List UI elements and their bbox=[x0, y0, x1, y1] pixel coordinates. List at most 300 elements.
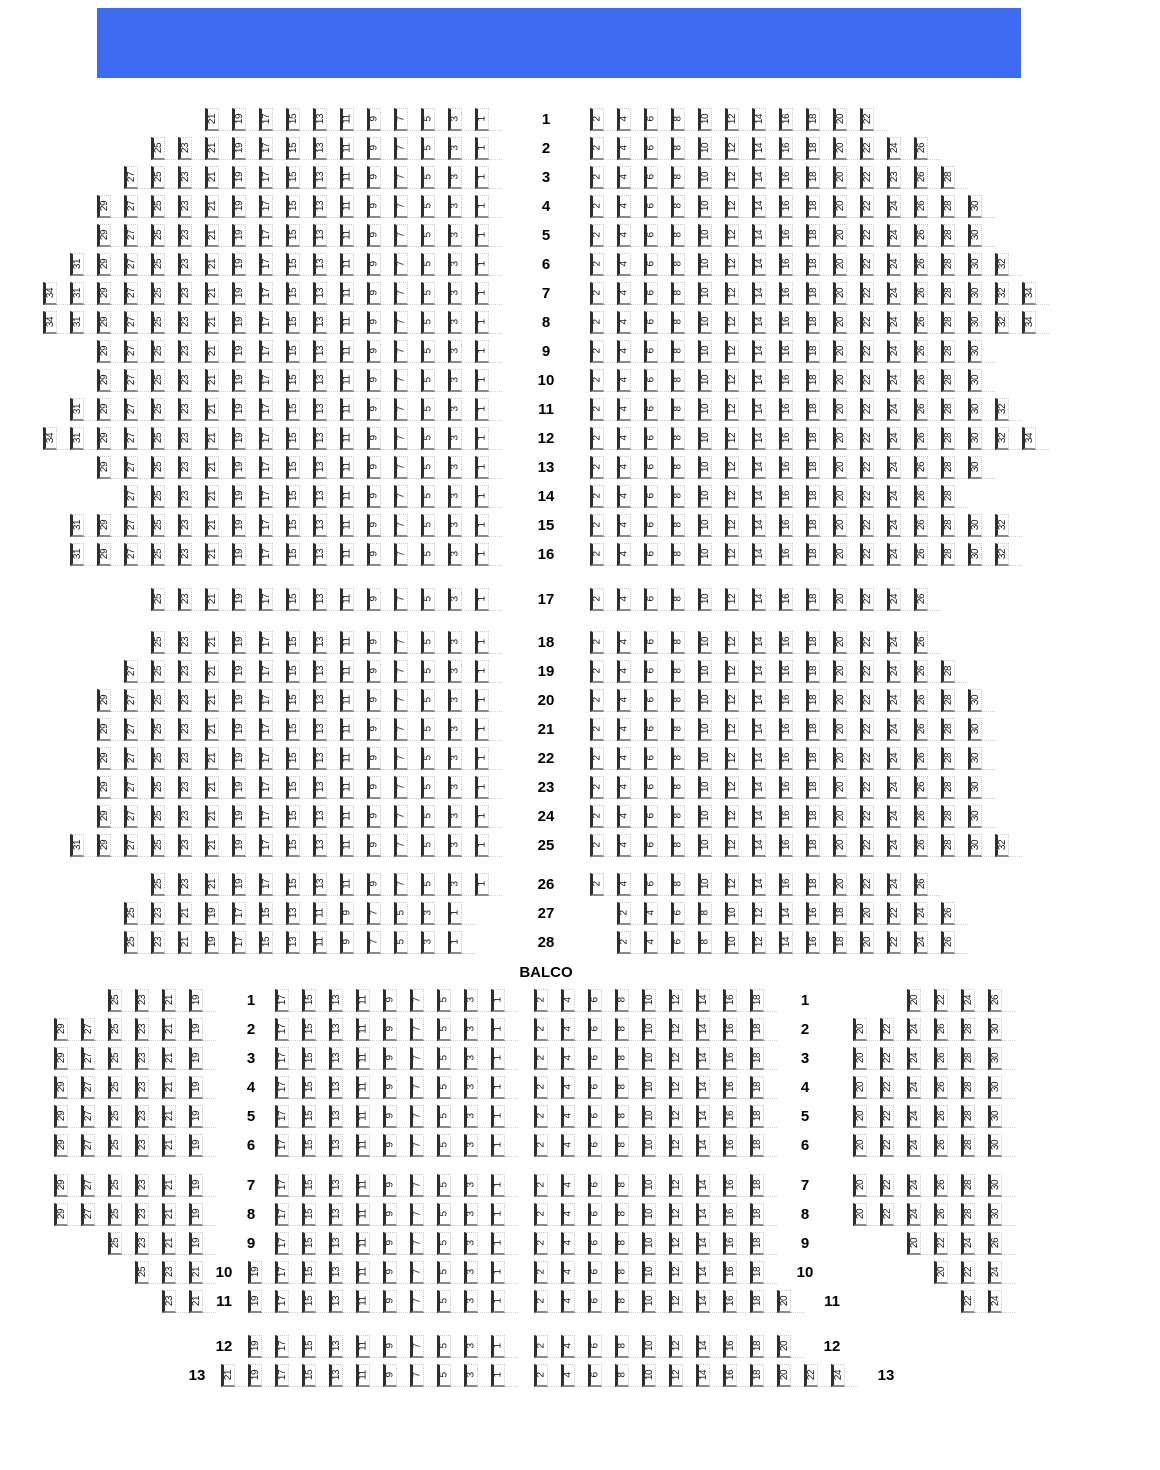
seat[interactable] bbox=[696, 1076, 710, 1099]
seat[interactable] bbox=[941, 776, 955, 799]
seat[interactable] bbox=[232, 834, 246, 857]
seat[interactable] bbox=[590, 166, 604, 189]
seat[interactable] bbox=[887, 456, 901, 479]
seat[interactable] bbox=[437, 1174, 451, 1197]
seat[interactable] bbox=[777, 1364, 791, 1387]
seat[interactable] bbox=[108, 1134, 122, 1157]
seat[interactable] bbox=[97, 311, 111, 334]
seat[interactable] bbox=[313, 805, 327, 828]
seat[interactable] bbox=[410, 1047, 424, 1070]
seat[interactable] bbox=[590, 485, 604, 508]
seat[interactable] bbox=[475, 427, 489, 450]
seat[interactable] bbox=[752, 747, 766, 770]
seat[interactable] bbox=[394, 902, 408, 925]
seat[interactable] bbox=[914, 660, 928, 683]
seat[interactable] bbox=[124, 747, 138, 770]
seat[interactable] bbox=[534, 989, 548, 1012]
seat[interactable] bbox=[189, 1232, 203, 1255]
seat[interactable] bbox=[833, 253, 847, 276]
seat[interactable] bbox=[178, 456, 192, 479]
seat[interactable] bbox=[860, 931, 874, 954]
seat[interactable] bbox=[151, 718, 165, 741]
seat[interactable] bbox=[410, 1290, 424, 1313]
seat[interactable] bbox=[914, 166, 928, 189]
seat[interactable] bbox=[286, 718, 300, 741]
seat[interactable] bbox=[275, 1203, 289, 1226]
seat[interactable] bbox=[644, 660, 658, 683]
seat[interactable] bbox=[313, 282, 327, 305]
seat[interactable] bbox=[205, 195, 219, 218]
seat[interactable] bbox=[367, 805, 381, 828]
seat[interactable] bbox=[394, 931, 408, 954]
seat[interactable] bbox=[367, 689, 381, 712]
seat[interactable] bbox=[725, 137, 739, 160]
seat[interactable] bbox=[590, 224, 604, 247]
seat[interactable] bbox=[259, 456, 273, 479]
seat[interactable] bbox=[448, 588, 462, 611]
seat[interactable] bbox=[475, 456, 489, 479]
seat[interactable] bbox=[995, 543, 1009, 566]
seat[interactable] bbox=[302, 1076, 316, 1099]
seat[interactable] bbox=[642, 1232, 656, 1255]
seat[interactable] bbox=[806, 543, 820, 566]
seat[interactable] bbox=[615, 1174, 629, 1197]
seat[interactable] bbox=[313, 588, 327, 611]
seat[interactable] bbox=[151, 311, 165, 334]
seat[interactable] bbox=[162, 1076, 176, 1099]
seat[interactable] bbox=[275, 1018, 289, 1041]
seat[interactable] bbox=[907, 1174, 921, 1197]
seat[interactable] bbox=[275, 1047, 289, 1070]
seat[interactable] bbox=[286, 873, 300, 896]
seat[interactable] bbox=[491, 1290, 505, 1313]
seat[interactable] bbox=[1022, 427, 1036, 450]
seat[interactable] bbox=[205, 902, 219, 925]
seat[interactable] bbox=[914, 931, 928, 954]
seat[interactable] bbox=[853, 1203, 867, 1226]
seat[interactable] bbox=[151, 631, 165, 654]
seat[interactable] bbox=[590, 805, 604, 828]
seat[interactable] bbox=[1022, 311, 1036, 334]
seat[interactable] bbox=[671, 456, 685, 479]
seat[interactable] bbox=[860, 224, 874, 247]
seat[interactable] bbox=[590, 834, 604, 857]
seat[interactable] bbox=[750, 1290, 764, 1313]
seat[interactable] bbox=[248, 1290, 262, 1313]
seat[interactable] bbox=[752, 340, 766, 363]
seat[interactable] bbox=[779, 398, 793, 421]
seat[interactable] bbox=[696, 1105, 710, 1128]
seat[interactable] bbox=[723, 1047, 737, 1070]
seat[interactable] bbox=[421, 195, 435, 218]
seat[interactable] bbox=[833, 931, 847, 954]
seat[interactable] bbox=[644, 631, 658, 654]
seat[interactable] bbox=[232, 340, 246, 363]
seat[interactable] bbox=[860, 689, 874, 712]
seat[interactable] bbox=[644, 689, 658, 712]
seat[interactable] bbox=[97, 427, 111, 450]
seat[interactable] bbox=[302, 1290, 316, 1313]
seat[interactable] bbox=[394, 660, 408, 683]
seat[interactable] bbox=[961, 1232, 975, 1255]
seat[interactable] bbox=[752, 253, 766, 276]
seat[interactable] bbox=[914, 340, 928, 363]
seat[interactable] bbox=[887, 340, 901, 363]
seat[interactable] bbox=[833, 456, 847, 479]
seat[interactable] bbox=[367, 456, 381, 479]
seat[interactable] bbox=[464, 1018, 478, 1041]
seat[interactable] bbox=[464, 1261, 478, 1284]
seat[interactable] bbox=[124, 224, 138, 247]
seat[interactable] bbox=[394, 718, 408, 741]
seat[interactable] bbox=[394, 253, 408, 276]
seat[interactable] bbox=[275, 989, 289, 1012]
seat[interactable] bbox=[394, 543, 408, 566]
seat[interactable] bbox=[880, 1018, 894, 1041]
seat[interactable] bbox=[644, 805, 658, 828]
seat[interactable] bbox=[617, 369, 631, 392]
seat[interactable] bbox=[367, 282, 381, 305]
seat[interactable] bbox=[367, 873, 381, 896]
seat[interactable] bbox=[124, 253, 138, 276]
seat[interactable] bbox=[151, 747, 165, 770]
seat[interactable] bbox=[410, 989, 424, 1012]
seat[interactable] bbox=[779, 427, 793, 450]
seat[interactable] bbox=[464, 1076, 478, 1099]
seat[interactable] bbox=[995, 398, 1009, 421]
seat[interactable] bbox=[806, 340, 820, 363]
seat[interactable] bbox=[995, 514, 1009, 537]
seat[interactable] bbox=[988, 1232, 1002, 1255]
seat[interactable] bbox=[806, 514, 820, 537]
seat[interactable] bbox=[340, 369, 354, 392]
seat[interactable] bbox=[205, 398, 219, 421]
seat[interactable] bbox=[313, 427, 327, 450]
seat[interactable] bbox=[617, 689, 631, 712]
seat[interactable] bbox=[437, 1134, 451, 1157]
seat[interactable] bbox=[590, 369, 604, 392]
seat[interactable] bbox=[642, 1203, 656, 1226]
seat[interactable] bbox=[394, 747, 408, 770]
seat[interactable] bbox=[806, 747, 820, 770]
seat[interactable] bbox=[642, 1105, 656, 1128]
seat[interactable] bbox=[914, 224, 928, 247]
seat[interactable] bbox=[671, 873, 685, 896]
seat[interactable] bbox=[286, 776, 300, 799]
seat[interactable] bbox=[259, 485, 273, 508]
seat[interactable] bbox=[617, 514, 631, 537]
seat[interactable] bbox=[779, 834, 793, 857]
seat[interactable] bbox=[151, 137, 165, 160]
seat[interactable] bbox=[833, 689, 847, 712]
seat[interactable] bbox=[833, 902, 847, 925]
seat[interactable] bbox=[723, 1203, 737, 1226]
seat[interactable] bbox=[383, 1174, 397, 1197]
seat[interactable] bbox=[394, 282, 408, 305]
seat[interactable] bbox=[367, 931, 381, 954]
seat[interactable] bbox=[914, 137, 928, 160]
seat[interactable] bbox=[464, 989, 478, 1012]
seat[interactable] bbox=[232, 747, 246, 770]
seat[interactable] bbox=[833, 631, 847, 654]
seat[interactable] bbox=[81, 1018, 95, 1041]
seat[interactable] bbox=[914, 873, 928, 896]
seat[interactable] bbox=[806, 588, 820, 611]
seat[interactable] bbox=[151, 253, 165, 276]
seat[interactable] bbox=[644, 543, 658, 566]
seat[interactable] bbox=[178, 588, 192, 611]
seat[interactable] bbox=[189, 989, 203, 1012]
seat[interactable] bbox=[340, 456, 354, 479]
seat[interactable] bbox=[914, 195, 928, 218]
seat[interactable] bbox=[941, 456, 955, 479]
seat[interactable] bbox=[725, 588, 739, 611]
seat[interactable] bbox=[934, 1174, 948, 1197]
seat[interactable] bbox=[995, 427, 1009, 450]
seat[interactable] bbox=[151, 902, 165, 925]
seat[interactable] bbox=[367, 660, 381, 683]
seat[interactable] bbox=[162, 1261, 176, 1284]
seat[interactable] bbox=[248, 1364, 262, 1387]
seat[interactable] bbox=[914, 834, 928, 857]
seat[interactable] bbox=[259, 369, 273, 392]
seat[interactable] bbox=[779, 108, 793, 131]
seat[interactable] bbox=[887, 137, 901, 160]
seat[interactable] bbox=[968, 689, 982, 712]
seat[interactable] bbox=[853, 1018, 867, 1041]
seat[interactable] bbox=[178, 514, 192, 537]
seat[interactable] bbox=[642, 1261, 656, 1284]
seat[interactable] bbox=[448, 834, 462, 857]
seat[interactable] bbox=[448, 718, 462, 741]
seat[interactable] bbox=[205, 514, 219, 537]
seat[interactable] bbox=[725, 631, 739, 654]
seat[interactable] bbox=[907, 1047, 921, 1070]
seat[interactable] bbox=[860, 834, 874, 857]
seat[interactable] bbox=[644, 166, 658, 189]
seat[interactable] bbox=[617, 805, 631, 828]
seat[interactable] bbox=[968, 776, 982, 799]
seat[interactable] bbox=[988, 1261, 1002, 1284]
seat[interactable] bbox=[590, 456, 604, 479]
seat[interactable] bbox=[860, 195, 874, 218]
seat[interactable] bbox=[97, 543, 111, 566]
seat[interactable] bbox=[804, 1364, 818, 1387]
seat[interactable] bbox=[750, 1174, 764, 1197]
seat[interactable] bbox=[860, 427, 874, 450]
seat[interactable] bbox=[448, 195, 462, 218]
seat[interactable] bbox=[914, 427, 928, 450]
seat[interactable] bbox=[367, 224, 381, 247]
seat[interactable] bbox=[259, 543, 273, 566]
seat[interactable] bbox=[340, 108, 354, 131]
seat[interactable] bbox=[367, 588, 381, 611]
seat[interactable] bbox=[313, 514, 327, 537]
seat[interactable] bbox=[644, 108, 658, 131]
seat[interactable] bbox=[671, 282, 685, 305]
seat[interactable] bbox=[367, 369, 381, 392]
seat[interactable] bbox=[941, 224, 955, 247]
seat[interactable] bbox=[421, 340, 435, 363]
seat[interactable] bbox=[961, 1174, 975, 1197]
seat[interactable] bbox=[421, 689, 435, 712]
seat[interactable] bbox=[669, 1335, 683, 1358]
seat[interactable] bbox=[259, 137, 273, 160]
seat[interactable] bbox=[615, 1134, 629, 1157]
seat[interactable] bbox=[887, 485, 901, 508]
seat[interactable] bbox=[561, 1232, 575, 1255]
seat[interactable] bbox=[671, 427, 685, 450]
seat[interactable] bbox=[907, 1076, 921, 1099]
seat[interactable] bbox=[340, 485, 354, 508]
seat[interactable] bbox=[421, 456, 435, 479]
seat[interactable] bbox=[329, 1174, 343, 1197]
seat[interactable] bbox=[779, 311, 793, 334]
seat[interactable] bbox=[968, 805, 982, 828]
seat[interactable] bbox=[421, 631, 435, 654]
seat[interactable] bbox=[383, 1335, 397, 1358]
seat[interactable] bbox=[941, 166, 955, 189]
seat[interactable] bbox=[410, 1105, 424, 1128]
seat[interactable] bbox=[448, 311, 462, 334]
seat[interactable] bbox=[853, 1076, 867, 1099]
seat[interactable] bbox=[162, 1018, 176, 1041]
seat[interactable] bbox=[313, 485, 327, 508]
seat[interactable] bbox=[205, 253, 219, 276]
seat[interactable] bbox=[941, 485, 955, 508]
seat[interactable] bbox=[421, 805, 435, 828]
seat[interactable] bbox=[779, 902, 793, 925]
seat[interactable] bbox=[806, 873, 820, 896]
seat[interactable] bbox=[448, 166, 462, 189]
seat[interactable] bbox=[698, 398, 712, 421]
seat[interactable] bbox=[725, 195, 739, 218]
seat[interactable] bbox=[644, 282, 658, 305]
seat[interactable] bbox=[698, 902, 712, 925]
seat[interactable] bbox=[644, 427, 658, 450]
seat[interactable] bbox=[135, 1174, 149, 1197]
seat[interactable] bbox=[162, 1290, 176, 1313]
seat[interactable] bbox=[124, 282, 138, 305]
seat[interactable] bbox=[356, 1261, 370, 1284]
seat[interactable] bbox=[561, 1076, 575, 1099]
seat[interactable] bbox=[475, 776, 489, 799]
seat[interactable] bbox=[232, 514, 246, 537]
seat[interactable] bbox=[669, 1364, 683, 1387]
seat[interactable] bbox=[698, 369, 712, 392]
seat[interactable] bbox=[860, 398, 874, 421]
seat[interactable] bbox=[887, 543, 901, 566]
seat[interactable] bbox=[723, 1364, 737, 1387]
seat[interactable] bbox=[135, 1232, 149, 1255]
seat[interactable] bbox=[410, 1203, 424, 1226]
seat[interactable] bbox=[394, 137, 408, 160]
seat[interactable] bbox=[475, 311, 489, 334]
seat[interactable] bbox=[752, 485, 766, 508]
seat[interactable] bbox=[205, 689, 219, 712]
seat[interactable] bbox=[108, 1047, 122, 1070]
seat[interactable] bbox=[617, 137, 631, 160]
seat[interactable] bbox=[302, 989, 316, 1012]
seat[interactable] bbox=[723, 1018, 737, 1041]
seat[interactable] bbox=[779, 588, 793, 611]
seat[interactable] bbox=[437, 1290, 451, 1313]
seat[interactable] bbox=[189, 1134, 203, 1157]
seat[interactable] bbox=[394, 224, 408, 247]
seat[interactable] bbox=[367, 514, 381, 537]
seat[interactable] bbox=[259, 588, 273, 611]
seat[interactable] bbox=[329, 1261, 343, 1284]
seat[interactable] bbox=[275, 1105, 289, 1128]
seat[interactable] bbox=[941, 931, 955, 954]
seat[interactable] bbox=[421, 588, 435, 611]
seat[interactable] bbox=[806, 689, 820, 712]
seat[interactable] bbox=[448, 631, 462, 654]
seat[interactable] bbox=[421, 834, 435, 857]
seat[interactable] bbox=[178, 631, 192, 654]
seat[interactable] bbox=[421, 902, 435, 925]
seat[interactable] bbox=[968, 834, 982, 857]
seat[interactable] bbox=[491, 1261, 505, 1284]
seat[interactable] bbox=[588, 1076, 602, 1099]
seat[interactable] bbox=[437, 1018, 451, 1041]
seat[interactable] bbox=[860, 137, 874, 160]
seat[interactable] bbox=[491, 1335, 505, 1358]
seat[interactable] bbox=[588, 1261, 602, 1284]
seat[interactable] bbox=[383, 1364, 397, 1387]
seat[interactable] bbox=[475, 195, 489, 218]
seat[interactable] bbox=[752, 195, 766, 218]
seat[interactable] bbox=[178, 718, 192, 741]
seat[interactable] bbox=[205, 456, 219, 479]
seat[interactable] bbox=[860, 340, 874, 363]
seat[interactable] bbox=[934, 1134, 948, 1157]
seat[interactable] bbox=[286, 543, 300, 566]
seat[interactable] bbox=[124, 902, 138, 925]
seat[interactable] bbox=[914, 631, 928, 654]
seat[interactable] bbox=[806, 902, 820, 925]
seat[interactable] bbox=[205, 747, 219, 770]
seat[interactable] bbox=[961, 1047, 975, 1070]
seat[interactable] bbox=[880, 1203, 894, 1226]
seat[interactable] bbox=[617, 398, 631, 421]
seat[interactable] bbox=[189, 1174, 203, 1197]
seat[interactable] bbox=[491, 1364, 505, 1387]
seat[interactable] bbox=[988, 1105, 1002, 1128]
seat[interactable] bbox=[259, 776, 273, 799]
seat[interactable] bbox=[752, 398, 766, 421]
seat[interactable] bbox=[644, 485, 658, 508]
seat[interactable] bbox=[259, 805, 273, 828]
seat[interactable] bbox=[534, 1174, 548, 1197]
seat[interactable] bbox=[205, 166, 219, 189]
seat[interactable] bbox=[383, 1261, 397, 1284]
seat[interactable] bbox=[725, 514, 739, 537]
seat[interactable] bbox=[302, 1047, 316, 1070]
seat[interactable] bbox=[97, 253, 111, 276]
seat[interactable] bbox=[698, 108, 712, 131]
seat[interactable] bbox=[887, 311, 901, 334]
seat[interactable] bbox=[259, 834, 273, 857]
seat[interactable] bbox=[313, 166, 327, 189]
seat[interactable] bbox=[43, 311, 57, 334]
seat[interactable] bbox=[750, 1261, 764, 1284]
seat[interactable] bbox=[860, 282, 874, 305]
seat[interactable] bbox=[421, 311, 435, 334]
seat[interactable] bbox=[286, 137, 300, 160]
seat[interactable] bbox=[421, 747, 435, 770]
seat[interactable] bbox=[410, 1076, 424, 1099]
